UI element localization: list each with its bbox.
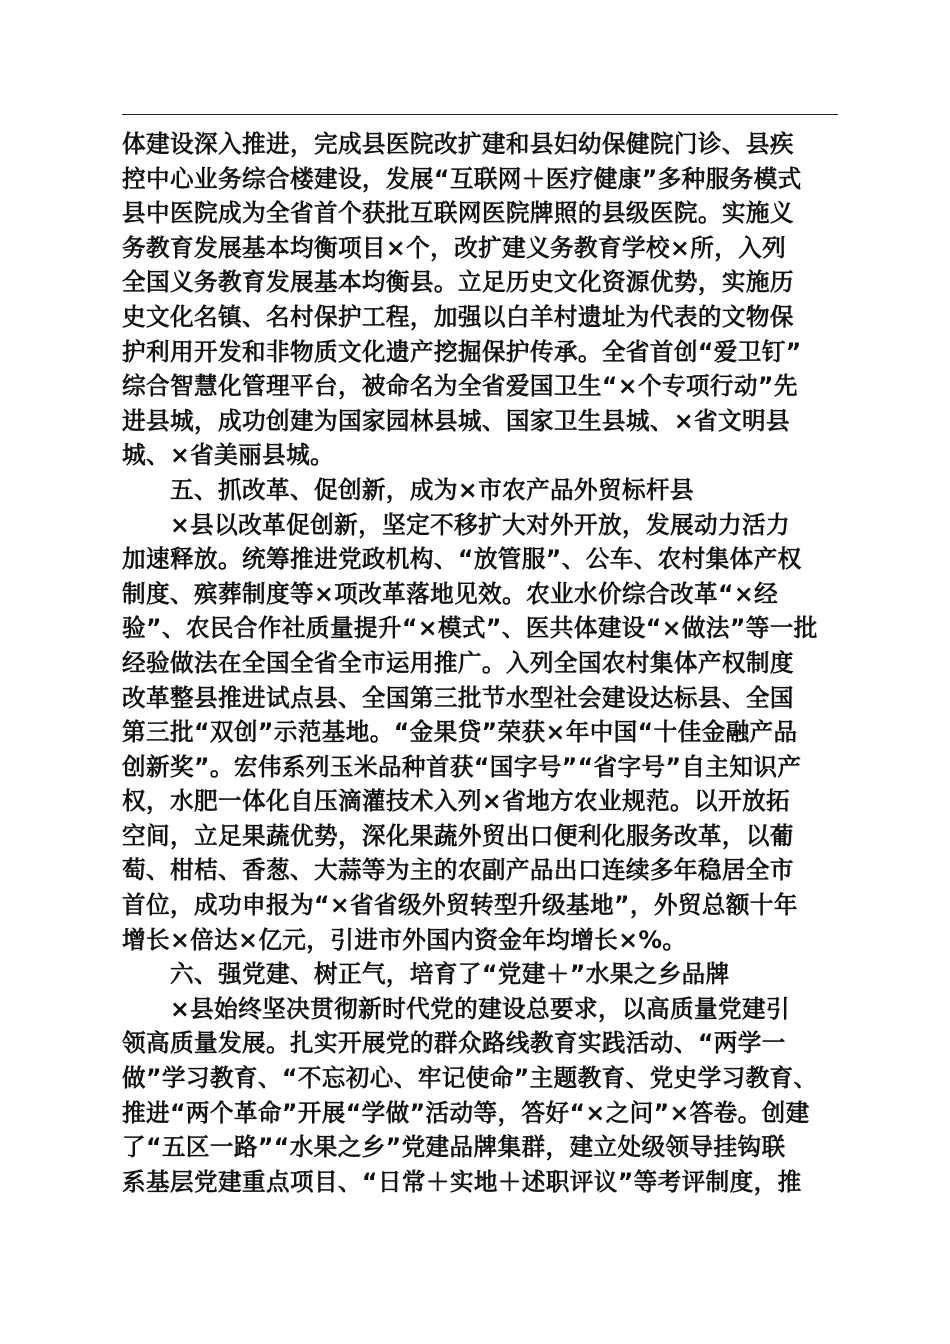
text-line: 推进“两个革命”开展“学做”活动等，答好“×之问”×答卷。创建: [122, 1098, 810, 1127]
text-line: 萄、柑桔、香葱、大蒜等为主的农副产品出口连续多年稳居全市: [122, 856, 794, 885]
text-line: 增长×倍达×亿元，引进市外国内资金年均增长×%。: [122, 925, 687, 954]
text-line: 空间，立足果蔬优势，深化果蔬外贸出口便利化服务改革，以葡: [122, 821, 794, 850]
text-line: 体建设深入推进，完成县医院改扩建和县妇幼保健院门诊、县疾: [122, 130, 794, 158]
text-line: 了“五区一路”“水果之乡”党建品牌集群，建立处级领导挂钩联: [122, 1133, 786, 1162]
header-rule: [122, 114, 838, 115]
text-line: 验”、农民合作社质量提升“×模式”、医共体建设“×做法”等一批: [122, 614, 818, 643]
text-line: 史文化名镇、名村保护工程，加强以白羊村遗址为代表的文物保: [122, 302, 794, 331]
text-line: 务教育发展基本均衡项目×个，改扩建义务教育学校×所，入列: [122, 233, 787, 262]
text-line: 改革整县推进试点县、全国第三批节水型社会建设达标县、全国: [122, 683, 794, 712]
text-line: 领高质量发展。扎实开展党的群众路线教育实践活动、“两学一: [122, 1029, 786, 1058]
text-line: 制度、殡葬制度等×项改革落地见效。农业水价综合改革“×经: [122, 579, 779, 608]
section-heading: 五、抓改革、促创新，成为×市农产品外贸标杆县: [122, 475, 695, 504]
text-line: 护利用开发和非物质文化遗产挖掘保护传承。全省首创“爱卫钉”: [122, 337, 802, 366]
text-line: 权，水肥一体化自压滴灌技术入列×省地方农业规范。以开放拓: [122, 787, 790, 816]
text-line: 经验做法在全国全省全市运用推广。入列全国农村集体产权制度: [122, 648, 794, 677]
text-line: 第三批“双创”示范基地。“金果贷”荣获×年中国“十佳金融产品: [122, 718, 798, 747]
text-line: 县中医院成为全省首个获批互联网医院牌照的县级医院。实施义: [122, 199, 794, 228]
text-line: 控中心业务综合楼建设，发展“互联网＋医疗健康”多种服务模式: [122, 164, 802, 193]
text-line: 做”学习教育、“不忘初心、牢记使命”主题教育、党史学习教育、: [122, 1064, 818, 1093]
document-body: [122, 127, 842, 1199]
text-line: 加速释放。统筹推进党政机构、“放管服”、公车、农村集体产权: [122, 545, 802, 574]
text-line: ×县始终坚决贯彻新时代党的建设总要求，以高质量党建引: [122, 994, 790, 1023]
text-line: 全国义务教育发展基本均衡县。立足历史文化资源优势，实施历: [122, 268, 794, 297]
text-line: 创新奖”。宏伟系列玉米品种首获“国字号”“省字号”自主知识产: [122, 752, 802, 781]
text-line: 系基层党建重点项目、“日常＋实地＋述职评议”等考评制度，推: [122, 1167, 802, 1196]
text-line: 进县城，成功创建为国家园林县城、国家卫生县城、×省文明县: [122, 406, 790, 435]
text-line: 城、×省美丽县城。: [122, 441, 335, 470]
text-line: ×县以改革促创新，坚定不移扩大对外开放，发展动力活力: [122, 510, 790, 539]
text-line: 首位，成功申报为“×省省级外贸转型升级基地”，外贸总额十年: [122, 891, 798, 920]
text-line: 综合智慧化管理平台，被命名为全省爱国卫生“×个专项行动”先: [122, 372, 798, 401]
section-heading: 六、强党建、树正气，培育了“党建＋”水果之乡品牌: [122, 960, 730, 989]
